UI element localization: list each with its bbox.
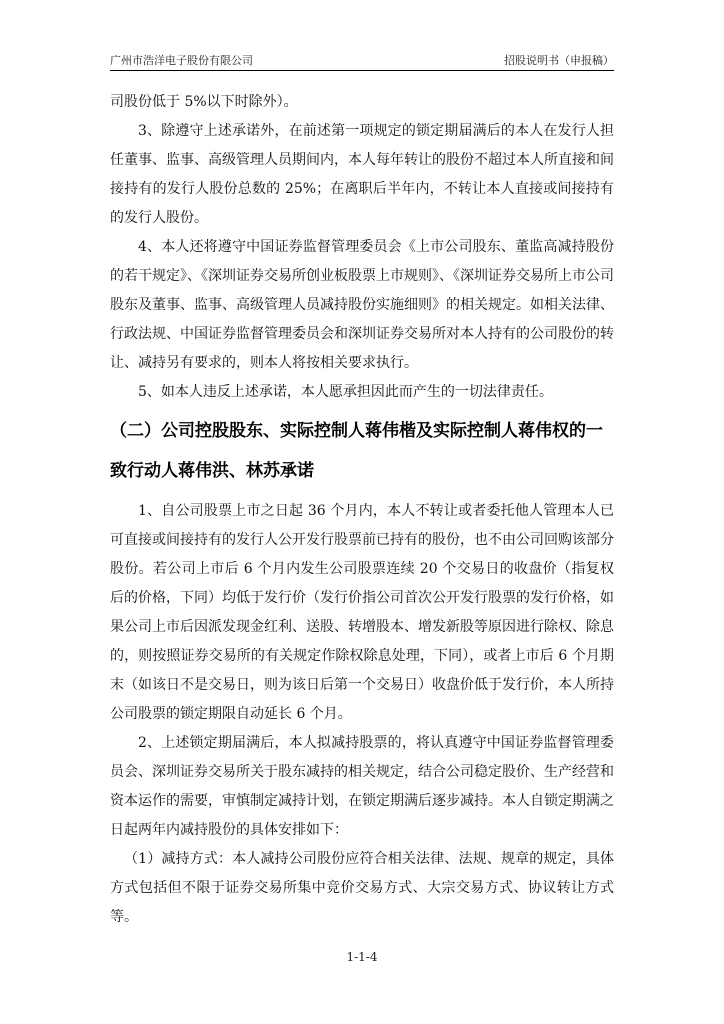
paragraph-continued: 司股份低于 5%以下时除外）。 <box>110 94 298 110</box>
sub-paragraph-reduction-method: （1）减持方式：本人减持公司股份应符合相关法律、法规、规章的规定，具体方式包括但不限于证券交易所集中竞价交易方式、大宗交易方式、协议转让方式等。 <box>110 851 614 925</box>
header-company-name: 广州市浩洋电子股份有限公司 <box>110 54 253 67</box>
header-document-type: 招股说明书（申报稿） <box>504 54 614 67</box>
paragraph-item-3: 3、除遵守上述承诺外，在前述第一项规定的锁定期届满后的本人在发行人担任董事、监事、高级管理人员期间内，本人每年转让的股份不超过本人所直接和间接持有的发行人股份总数的 25%；在离职后半年内，不转让本人直接或间接持有的发行人股份。 <box>110 123 614 226</box>
section-paragraph-1: 1、自公司股票上市之日起 36 个月内，本人不转让或者委托他人管理本人已可直接或间接持有的发行人公开发行股票前已持有的股份，也不由公司回购该部分股份。若公司上市后 6 个月内发生公司股票连续 20 个交易日的收盘价（指复权后的价格，下同）均低于发行价（发行价指公司首次公开发行股票的发行价格，如果公司上市后因派发现金红利、送股、转增股本、增发新股等原因进行除权、除息的，则按照证券交易所的有关规定作除权除息处理，下同），或者上市后 6 个月期末（如该日不是交易日，则为该日后第一个交易日）收盘价低于发行价，本人所持公司股票的锁定期限自动延长 6 个月。 <box>110 503 614 722</box>
paragraph-item-5: 5、如本人违反上述承诺，本人愿承担因此而产生的一切法律责任。 <box>138 384 553 400</box>
page-number: 1-1-4 <box>346 950 378 964</box>
paragraph-item-4: 4、本人还将遵守中国证券监督管理委员会《上市公司股东、董监高减持股份的若干规定》、《深圳证券交易所创业板股票上市规则》、《深圳证券交易所上市公司股东及董事、监事、高级管理人员减持股份实施细则》的相关规定。如相关法律、行政法规、中国证券监督管理委员会和深圳证券交易所对本人持有的公司股份的转让、减持另有要求的，则本人将按相关要求执行。 <box>110 239 614 371</box>
header-rule <box>110 70 614 71</box>
section-heading: （二）公司控股股东、实际控制人蒋伟楷及实际控制人蒋伟权的一致行动人蒋伟洪、林苏承诺 <box>110 421 603 481</box>
page-header <box>110 52 614 68</box>
document-body <box>110 88 614 932</box>
section-paragraph-2: 2、上述锁定期届满后，本人拟减持股票的，将认真遵守中国证券监督管理委员会、深圳证券交易所关于股东减持的相关规定，结合公司稳定股价、生产经营和资本运作的需要，审慎制定减持计划，在锁定期满后逐步减持。本人自锁定期满之日起两年内减持股份的具体安排如下： <box>110 735 614 838</box>
